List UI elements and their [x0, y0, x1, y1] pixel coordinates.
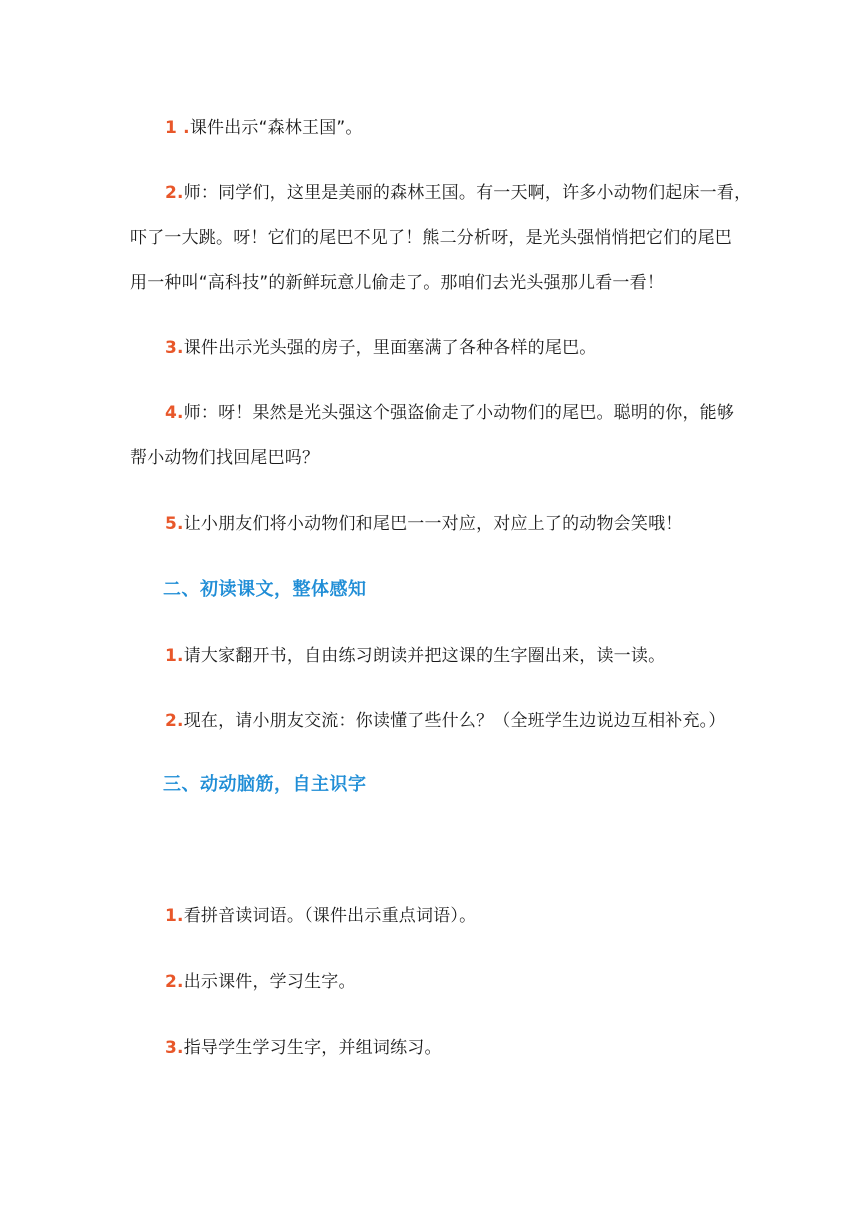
item-number: 3. [165, 1038, 184, 1058]
list-item [130, 703, 740, 739]
list-item [130, 964, 740, 1000]
list-item [130, 638, 740, 674]
item-text: 让小朋友们将小动物们和尾巴一一对应，对应上了的动物会笑哦！ [183, 514, 683, 534]
list-item [130, 330, 740, 366]
list-item [130, 506, 740, 542]
item-number: 2. [165, 711, 184, 731]
item-text: 现在，请小朋友交流：你读懂了些什么？（全班学生边说边互相补充。） [183, 711, 726, 731]
item-text-line: 师：呀！果然是光头强这个强盗偷走了小动物们的尾巴。聪明的你，能够 [183, 403, 735, 423]
section-heading: 二、初读课文，整体感知 [163, 579, 367, 600]
item-number: 1. [165, 906, 184, 926]
list-item [130, 1030, 740, 1066]
section-heading: 三、动动脑筋，自主识字 [163, 774, 367, 795]
item-text-line: 帮小动物们找回尾巴吗？ [130, 448, 320, 468]
list-item [130, 395, 740, 476]
list-item [130, 110, 740, 146]
item-number: 5. [165, 514, 184, 534]
item-number: 1. [165, 646, 184, 666]
list-item [130, 898, 740, 934]
item-text: 指导学生学习生字，并组词练习。 [183, 1038, 442, 1058]
item-text-line: 师：同学们，这里是美丽的森林王国。有一天啊，许多小动物们起床一看， [183, 183, 752, 203]
item-text: 课件出示光头强的房子，里面塞满了各种各样的尾巴。 [183, 338, 597, 358]
item-text-line: 用一种叫“高科技”的新鲜玩意儿偷走了。那咱们去光头强那儿看一看！ [130, 273, 665, 293]
item-number: 4. [165, 403, 184, 423]
item-number: 2. [165, 972, 184, 992]
item-number: 1 . [165, 118, 190, 138]
item-number: 2. [165, 183, 184, 203]
item-text: 课件出示“森林王国”。 [189, 118, 363, 138]
item-text-line: 吓了一大跳。呀！它们的尾巴不见了！熊二分析呀，是光头强悄悄把它们的尾巴 [130, 228, 732, 248]
item-text: 看拼音读词语。（课件出示重点词语）。 [183, 906, 477, 926]
item-number: 3. [165, 338, 184, 358]
list-item [130, 175, 752, 301]
item-text: 出示课件，学习生字。 [183, 972, 356, 992]
item-text: 请大家翻开书，自由练习朗读并把这课的生字圈出来，读一读。 [183, 646, 666, 666]
